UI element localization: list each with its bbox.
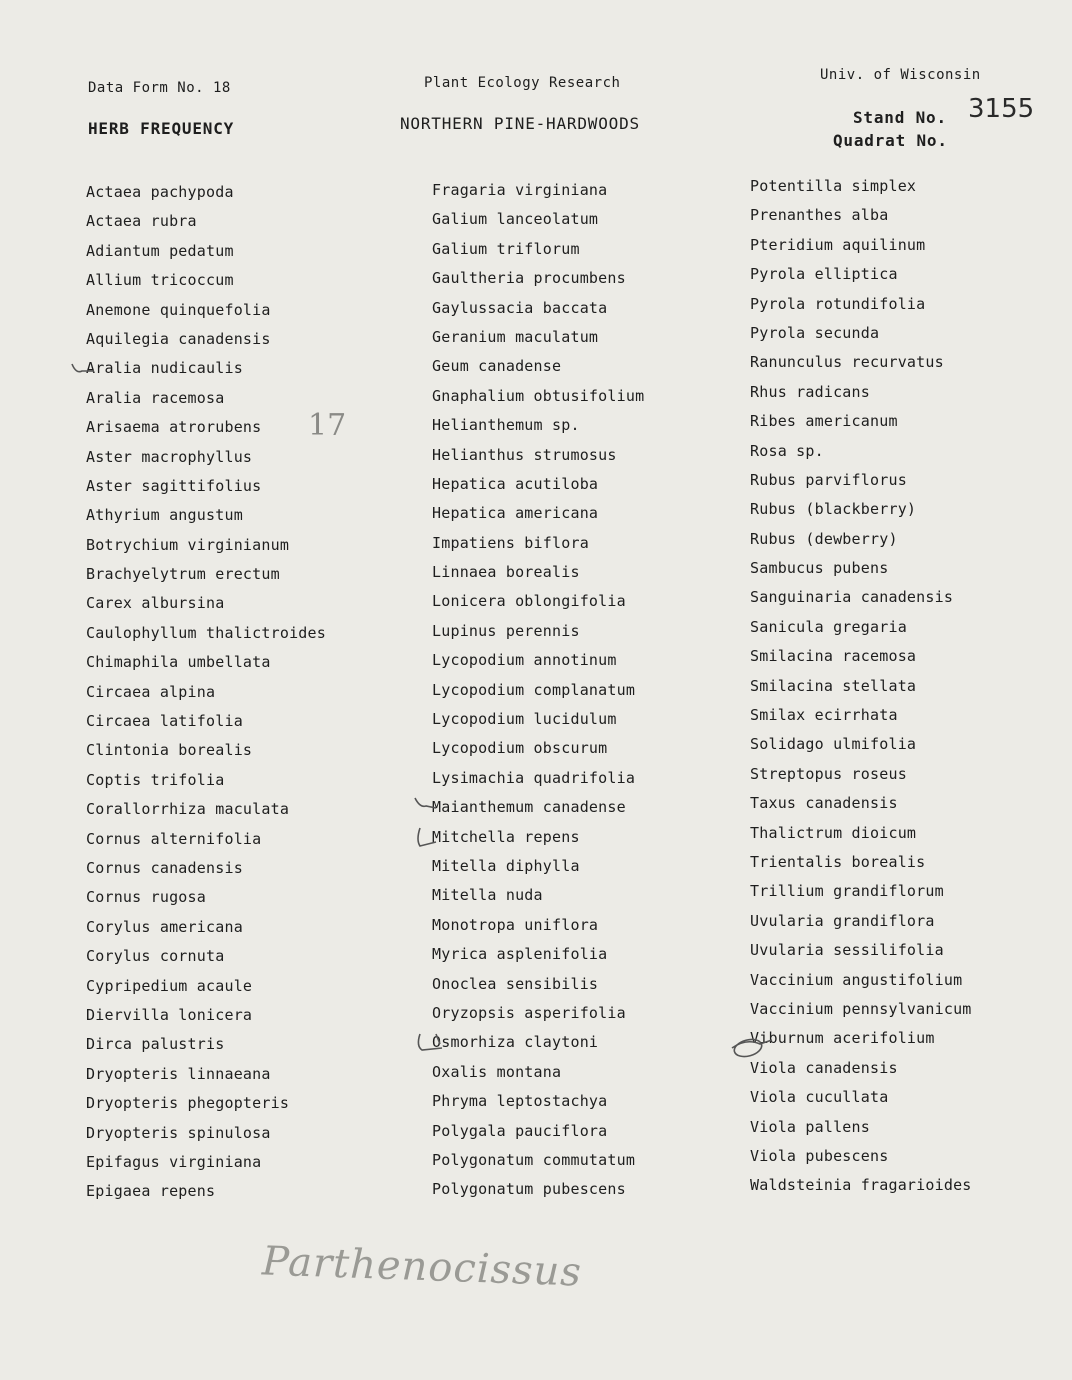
species-item: Corylus cornuta bbox=[86, 947, 225, 966]
species-item: Linnaea borealis bbox=[432, 563, 580, 582]
check-mark-icon bbox=[70, 360, 96, 376]
research-label: Plant Ecology Research bbox=[424, 75, 621, 91]
species-item: Rubus (blackberry) bbox=[750, 500, 917, 519]
species-item: Dryopteris phegopteris bbox=[86, 1094, 290, 1113]
species-item: Rubus parviflorus bbox=[750, 470, 907, 489]
species-item: Polygonatum commutatum bbox=[432, 1150, 636, 1169]
species-item: Streptopus roseus bbox=[750, 764, 907, 783]
species-item: Trientalis borealis bbox=[750, 852, 926, 871]
species-item: Sanicula gregaria bbox=[750, 617, 907, 636]
species-item: Lycopodium lucidulum bbox=[432, 710, 617, 729]
species-item: Osmorhiza claytoni bbox=[432, 1033, 599, 1052]
species-item: Polygala pauciflora bbox=[432, 1121, 608, 1140]
species-item: Pyrola secunda bbox=[750, 323, 880, 342]
species-item: Polygonatum pubescens bbox=[432, 1180, 626, 1199]
species-item: Pteridium aquilinum bbox=[750, 235, 926, 254]
species-item: Cornus canadensis bbox=[86, 858, 243, 877]
quadrat-label: Quadrat No. bbox=[833, 131, 948, 150]
species-item: Monotropa uniflora bbox=[432, 915, 599, 934]
species-item: Mitella diphylla bbox=[432, 856, 580, 875]
check-mark-icon bbox=[728, 1034, 776, 1062]
species-item: Actaea rubra bbox=[86, 212, 197, 231]
species-item: Dryopteris spinulosa bbox=[86, 1123, 271, 1142]
species-item: Lycopodium annotinum bbox=[432, 651, 617, 670]
species-item: Myrica asplenifolia bbox=[432, 945, 608, 964]
species-item: Waldsteinia fragarioides bbox=[750, 1176, 972, 1195]
species-item: Lonicera oblongifolia bbox=[432, 592, 626, 611]
species-item: Smilacina stellata bbox=[750, 676, 917, 695]
species-item: Adiantum pedatum bbox=[86, 241, 234, 260]
species-item: Circaea latifolia bbox=[86, 712, 243, 731]
species-item: Lupinus perennis bbox=[432, 621, 580, 640]
species-column-3 bbox=[750, 172, 972, 1201]
species-item: Oxalis montana bbox=[432, 1062, 562, 1081]
species-item: Circaea alpina bbox=[86, 682, 216, 701]
species-item: Hepatica acutiloba bbox=[432, 474, 599, 493]
species-item: Smilacina racemosa bbox=[750, 647, 917, 666]
species-item: Viola canadensis bbox=[750, 1058, 898, 1077]
species-item: Chimaphila umbellata bbox=[86, 653, 271, 672]
check-mark-icon bbox=[414, 826, 438, 850]
species-item: Mitella nuda bbox=[432, 886, 543, 905]
check-mark-icon bbox=[414, 1030, 444, 1054]
species-item: Rubus (dewberry) bbox=[750, 529, 898, 548]
species-item: Aralia nudicaulis bbox=[86, 359, 243, 378]
species-item: Cornus rugosa bbox=[86, 888, 206, 907]
species-item: Vaccinium angustifolium bbox=[750, 970, 963, 989]
species-item: Cornus alternifolia bbox=[86, 829, 262, 848]
species-item: Allium tricoccum bbox=[86, 271, 234, 290]
species-item: Viola pallens bbox=[750, 1117, 870, 1136]
species-item: Gnaphalium obtusifolium bbox=[432, 386, 645, 405]
species-item: Ribes americanum bbox=[750, 412, 898, 431]
species-item: Smilax ecirrhata bbox=[750, 706, 898, 725]
species-item: Geum canadense bbox=[432, 357, 562, 376]
species-item: Botrychium virginianum bbox=[86, 535, 290, 554]
handwritten-count: 17 bbox=[308, 408, 347, 443]
species-item: Anemone quinquefolia bbox=[86, 300, 271, 319]
form-title: HERB FREQUENCY bbox=[88, 119, 235, 138]
species-item: Uvularia sessilifolia bbox=[750, 941, 944, 960]
stand-number: 3155 bbox=[968, 94, 1035, 124]
species-item: Mitchella repens bbox=[432, 827, 580, 846]
species-item: Aster macrophyllus bbox=[86, 447, 253, 466]
species-item: Onoclea sensibilis bbox=[432, 974, 599, 993]
species-item: Helianthemum sp. bbox=[432, 416, 580, 435]
species-item: Hepatica americana bbox=[432, 504, 599, 523]
species-item: Epifagus virginiana bbox=[86, 1152, 262, 1171]
species-item: Cypripedium acaule bbox=[86, 976, 253, 995]
species-item: Arisaema atrorubens bbox=[86, 418, 262, 437]
species-item: Solidago ulmifolia bbox=[750, 735, 917, 754]
species-item: Helianthus strumosus bbox=[432, 445, 617, 464]
species-item: Aralia racemosa bbox=[86, 388, 225, 407]
university-label: Univ. of Wisconsin bbox=[820, 67, 981, 83]
species-item: Aquilegia canadensis bbox=[86, 329, 271, 348]
species-item: Lycopodium obscurum bbox=[432, 739, 608, 758]
species-item: Corallorrhiza maculata bbox=[86, 800, 290, 819]
species-item: Viola pubescens bbox=[750, 1146, 889, 1165]
species-item: Lysimachia quadrifolia bbox=[432, 768, 636, 787]
species-item: Athyrium angustum bbox=[86, 506, 243, 525]
community-title: NORTHERN PINE-HARDWOODS bbox=[400, 114, 640, 133]
species-item: Ranunculus recurvatus bbox=[750, 353, 944, 372]
species-item: Sanguinaria canadensis bbox=[750, 588, 954, 607]
species-item: Galium triflorum bbox=[432, 239, 580, 258]
check-mark-icon bbox=[412, 796, 438, 816]
species-item: Clintonia borealis bbox=[86, 741, 253, 760]
species-item: Prenanthes alba bbox=[750, 206, 889, 225]
species-item: Sambucus pubens bbox=[750, 559, 889, 578]
stand-label: Stand No. bbox=[853, 108, 947, 127]
species-item: Trillium grandiflorum bbox=[750, 882, 944, 901]
species-item: Maianthemum canadense bbox=[432, 798, 626, 817]
species-item: Aster sagittifolius bbox=[86, 476, 262, 495]
species-item: Pyrola elliptica bbox=[750, 265, 898, 284]
form-number: Data Form No. 18 bbox=[88, 80, 231, 96]
species-item: Oryzopsis asperifolia bbox=[432, 1003, 626, 1022]
species-item: Carex albursina bbox=[86, 594, 225, 613]
species-item: Rhus radicans bbox=[750, 382, 870, 401]
species-item: Diervilla lonicera bbox=[86, 1005, 253, 1024]
species-item: Actaea pachypoda bbox=[86, 183, 234, 201]
species-item: Galium lanceolatum bbox=[432, 210, 599, 229]
species-item: Viola cucullata bbox=[750, 1088, 889, 1107]
species-column-2 bbox=[432, 176, 644, 1205]
species-item: Impatiens biflora bbox=[432, 533, 589, 552]
species-item: Taxus canadensis bbox=[750, 794, 898, 813]
species-item: Gaultheria procumbens bbox=[432, 269, 626, 288]
handwritten-note: Parthenocissus bbox=[261, 1238, 583, 1296]
species-item: Vaccinium pennsylvanicum bbox=[750, 999, 972, 1018]
species-item: Rosa sp. bbox=[750, 441, 824, 460]
species-item: Coptis trifolia bbox=[86, 770, 225, 789]
species-item: Lycopodium complanatum bbox=[432, 680, 636, 699]
species-item: Dryopteris linnaeana bbox=[86, 1064, 271, 1083]
species-item: Epigaea repens bbox=[86, 1182, 216, 1201]
species-item: Fragaria virginiana bbox=[432, 181, 608, 199]
species-item: Thalictrum dioicum bbox=[750, 823, 917, 842]
species-item: Corylus americana bbox=[86, 917, 243, 936]
species-item: Brachyelytrum erectum bbox=[86, 565, 280, 584]
species-item: Phryma leptostachya bbox=[432, 1092, 608, 1111]
species-item: Gaylussacia baccata bbox=[432, 298, 608, 317]
species-item: Pyrola rotundifolia bbox=[750, 294, 926, 313]
species-item: Geranium maculatum bbox=[432, 327, 599, 346]
species-column-1 bbox=[86, 178, 326, 1207]
species-item: Uvularia grandiflora bbox=[750, 911, 935, 930]
species-item: Viburnum acerifolium bbox=[750, 1029, 935, 1048]
species-item: Caulophyllum thalictroides bbox=[86, 623, 326, 642]
species-item: Dirca palustris bbox=[86, 1035, 225, 1054]
species-item: Potentilla simplex bbox=[750, 177, 917, 195]
